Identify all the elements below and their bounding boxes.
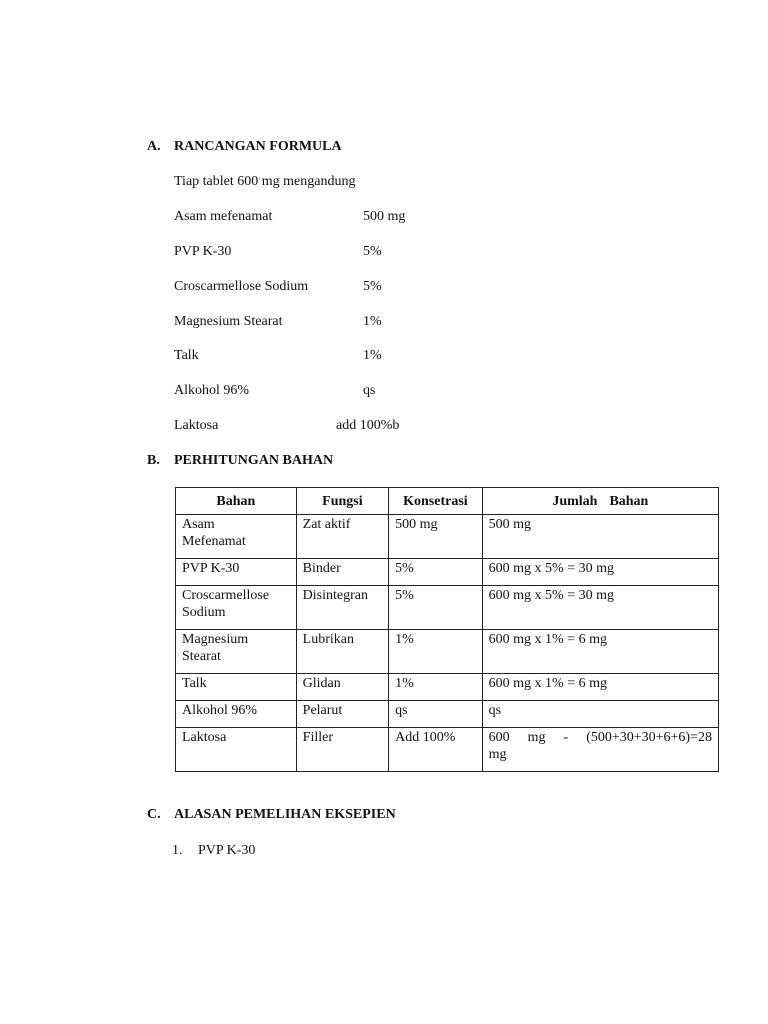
formula-item-name: Asam mefenamat bbox=[174, 209, 273, 224]
cell-jumlah: 500 mg bbox=[482, 515, 718, 559]
cell-fungsi: Zat aktif bbox=[296, 515, 389, 559]
cell-konsentrasi: 5% bbox=[389, 559, 483, 586]
jumlah-part: 600 bbox=[488, 730, 510, 745]
cell-konsentrasi: qs bbox=[389, 701, 483, 728]
header-jumlah-bahan bbox=[482, 488, 718, 515]
bahan-table bbox=[175, 487, 719, 772]
section-c-title: ALASAN PEMELIHAN EKSEPIEN bbox=[174, 807, 396, 822]
header-fungsi: Fungsi bbox=[296, 488, 389, 515]
cell-fungsi: Glidan bbox=[296, 674, 389, 701]
cell-konsentrasi: 1% bbox=[389, 630, 483, 674]
formula-item-value: 5% bbox=[363, 244, 382, 259]
cell-text: Mefenamat bbox=[182, 534, 246, 549]
jumlah-justified-line bbox=[489, 729, 712, 746]
formula-item-name: Croscarmellose Sodium bbox=[174, 279, 309, 294]
cell-jumlah: 600 mg x 5% = 30 mg bbox=[482, 586, 718, 630]
cell-bahan bbox=[176, 630, 297, 674]
jumlah-part: - bbox=[563, 730, 569, 745]
section-a-letter: A. bbox=[147, 139, 161, 154]
formula-item-value: qs bbox=[363, 383, 376, 398]
cell-bahan bbox=[176, 515, 297, 559]
section-c-letter: C. bbox=[147, 807, 161, 822]
table-row bbox=[176, 674, 719, 701]
cell-fungsi: Filler bbox=[296, 728, 389, 772]
cell-fungsi: Disintegran bbox=[296, 586, 389, 630]
header-konsetrasi: Konsetrasi bbox=[389, 488, 483, 515]
cell-bahan: Talk bbox=[176, 674, 297, 701]
list-item-text: PVP K-30 bbox=[198, 843, 256, 858]
formula-item-name: Magnesium Stearat bbox=[174, 314, 283, 329]
formula-item-value: 5% bbox=[363, 279, 382, 294]
cell-fungsi: Lubrikan bbox=[296, 630, 389, 674]
cell-bahan bbox=[176, 586, 297, 630]
formula-item-name: Talk bbox=[174, 348, 199, 363]
section-b-title: PERHITUNGAN BAHAN bbox=[174, 453, 334, 468]
cell-text: Sodium bbox=[182, 605, 226, 620]
header-bahan-word: Bahan bbox=[609, 493, 649, 509]
formula-item-value: 1% bbox=[363, 314, 382, 329]
cell-text: Magnesium bbox=[182, 632, 249, 647]
cell-bahan: Laktosa bbox=[176, 728, 297, 772]
formula-item-name: Laktosa bbox=[174, 418, 219, 433]
cell-bahan: Alkohol 96% bbox=[176, 701, 297, 728]
cell-fungsi: Pelarut bbox=[296, 701, 389, 728]
cell-konsentrasi: 5% bbox=[389, 586, 483, 630]
cell-konsentrasi: Add 100% bbox=[389, 728, 483, 772]
table-row bbox=[176, 728, 719, 772]
header-jumlah-word: Jumlah bbox=[552, 493, 598, 509]
table-row bbox=[176, 586, 719, 630]
formula-item-value: 500 mg bbox=[363, 209, 406, 224]
cell-text: mg bbox=[488, 747, 507, 762]
table-row bbox=[176, 701, 719, 728]
cell-jumlah: 600 mg x 5% = 30 mg bbox=[482, 559, 718, 586]
cell-jumlah: 600 mg x 1% = 6 mg bbox=[482, 630, 718, 674]
cell-jumlah: 600 mg x 1% = 6 mg bbox=[482, 674, 718, 701]
cell-konsentrasi: 1% bbox=[389, 674, 483, 701]
cell-text: Asam bbox=[182, 517, 215, 532]
cell-bahan: PVP K-30 bbox=[176, 559, 297, 586]
cell-jumlah bbox=[482, 728, 718, 772]
formula-item-value: add 100%b bbox=[336, 418, 400, 433]
list-item-number: 1. bbox=[172, 843, 183, 858]
section-b-letter: B. bbox=[147, 453, 160, 468]
jumlah-part: mg bbox=[527, 730, 546, 745]
formula-item-name: Alkohol 96% bbox=[174, 383, 250, 398]
table-row bbox=[176, 630, 719, 674]
formula-intro: Tiap tablet 600 mg mengandung bbox=[174, 174, 356, 189]
table-row bbox=[176, 515, 719, 559]
cell-jumlah: qs bbox=[482, 701, 718, 728]
jumlah-part: (500+30+30+6+6)=28 bbox=[586, 730, 712, 745]
cell-text: Stearat bbox=[182, 649, 221, 664]
cell-konsentrasi: 500 mg bbox=[389, 515, 483, 559]
formula-item-name: PVP K-30 bbox=[174, 244, 232, 259]
cell-fungsi: Binder bbox=[296, 559, 389, 586]
table-row bbox=[176, 559, 719, 586]
formula-item-value: 1% bbox=[363, 348, 382, 363]
header-bahan: Bahan bbox=[176, 488, 297, 515]
section-a-title: RANCANGAN FORMULA bbox=[174, 139, 342, 154]
table-header-row bbox=[176, 488, 719, 515]
cell-text: Croscarmellose bbox=[182, 588, 270, 603]
